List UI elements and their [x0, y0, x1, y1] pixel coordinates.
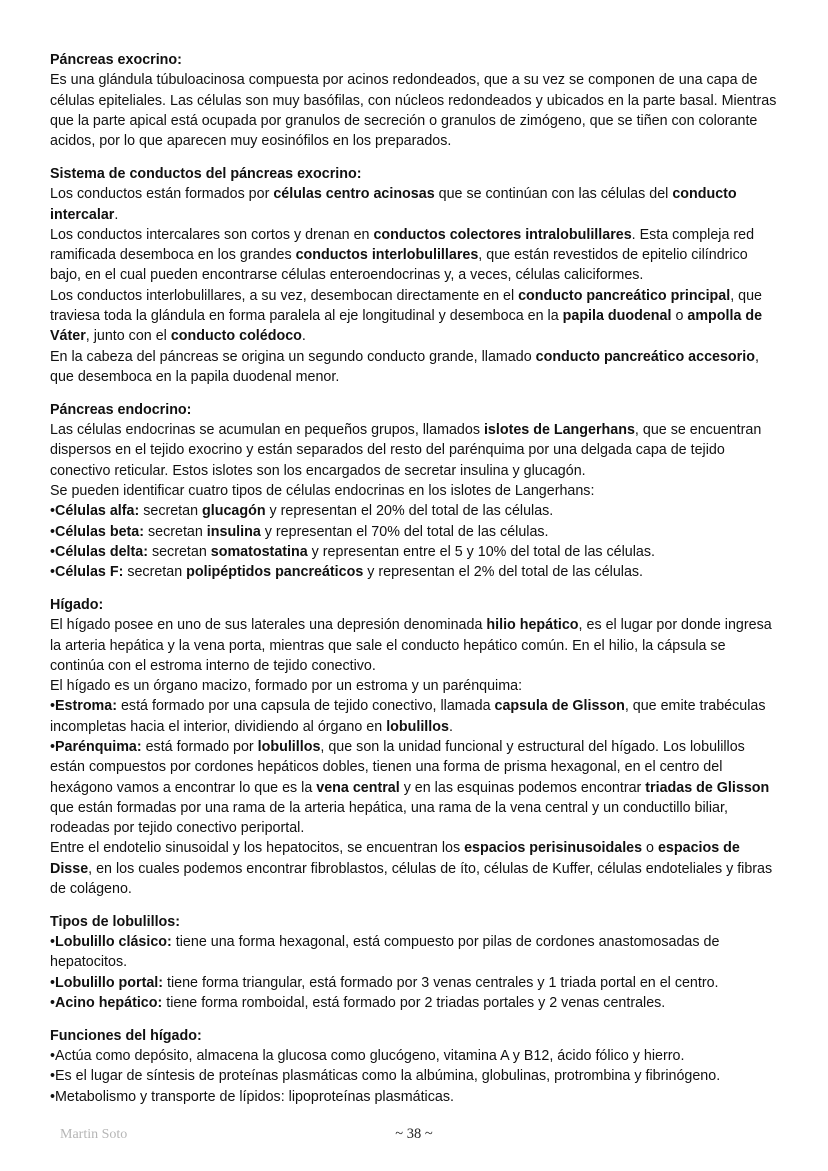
- bold-term: células centro acinosas: [273, 186, 435, 203]
- section: [50, 164, 780, 387]
- bold-term: espacios perisinusoidales: [464, 840, 643, 857]
- bold-term: espacios de Disse: [50, 840, 740, 877]
- section: [50, 912, 780, 1013]
- bold-term: Acino hepático:: [55, 995, 163, 1012]
- text-run: Los conductos intercalares son cortos y drenan en: [50, 226, 374, 243]
- section-heading: Hígado:: [50, 596, 104, 613]
- section-heading: Páncreas endocrino:: [50, 401, 192, 418]
- bold-term: ampolla de Váter: [50, 308, 763, 345]
- text-run: Los conductos están formados por: [50, 186, 274, 203]
- text-run: y representan el 20% del total de las células.: [265, 503, 554, 520]
- text-run: Es una glándula túbuloacinosa compuesta por acinos redondeados, que a su vez se componen de una capa de células epiteliales. Las células son muy basófilas, con núcleos redondeados y ubicados en la parte basal. Mientras que la parte apical está ocupada por granulos de secreción o granulos de zimógeno, que se tiñen con colorante acidos, por lo que aparecen muy eosinófilos en los preparados.: [50, 72, 777, 150]
- bullet-item: [50, 696, 780, 737]
- bold-term: Células F:: [55, 564, 124, 581]
- bullet-item: [50, 993, 780, 1013]
- bold-term: conductos colectores intralobulillares: [373, 226, 632, 243]
- text-run: Es el lugar de síntesis de proteínas plasmáticas como la albúmina, globulinas, protrombina y fibrinógeno.: [55, 1068, 721, 1085]
- bold-term: vena central: [316, 779, 400, 796]
- bold-term: Estroma:: [55, 698, 117, 715]
- bullet-item: [50, 973, 780, 993]
- section: [50, 400, 780, 583]
- paragraph: [50, 481, 780, 501]
- text-run: tiene una forma hexagonal, está compuesto por pilas de cordones anastomosadas de hepatocitos.: [50, 934, 720, 971]
- bold-term: hilio hepático: [486, 617, 579, 634]
- bold-term: papila duodenal: [562, 308, 672, 325]
- bold-term: islotes de Langerhans: [483, 422, 635, 439]
- paragraph: [50, 286, 780, 347]
- section: [50, 1026, 780, 1107]
- text-run: , que traviesa toda la glándula en forma paralela al eje longitudinal y desemboca en la: [50, 287, 763, 325]
- bold-term: glucagón: [202, 503, 266, 520]
- document-body: [50, 50, 780, 1120]
- text-run: Los conductos interlobulillares, a su vez, desembocan directamente en el: [50, 287, 519, 304]
- text-run: , que están revestidos de epitelio cilíndrico bajo, en el cual pueden encontrarse células enteroendocrinas y, a veces, células caliciformes.: [50, 247, 748, 284]
- text-run: o: [642, 840, 658, 857]
- text-run: y en las esquinas podemos encontrar: [399, 779, 646, 796]
- text-run: está formado por: [141, 739, 258, 755]
- bold-term: Parénquima:: [55, 739, 142, 755]
- paragraph: [50, 420, 780, 481]
- bullet-item: [50, 1066, 780, 1086]
- text-run: , que son la unidad funcional y estructural del hígado. Los lobulillos están compuestos por cordones hepáticos dobles, tienen una forma de prisma hexagonal, en el centro del hexágono vamos a encontrar lo que es la: [50, 739, 745, 796]
- text-run: , en los cuales podemos encontrar fibroblastos, células de íto, células de Kuffer, células endoteliales y fibras de colágeno.: [50, 860, 773, 898]
- bullet-item: [50, 932, 780, 973]
- bold-term: conductos interlobulillares: [295, 247, 479, 264]
- bold-term: polipéptidos pancreáticos: [186, 564, 364, 581]
- paragraph: [50, 70, 780, 151]
- text-run: Metabolismo y transporte de lípidos: lipoproteínas plasmáticas.: [55, 1088, 454, 1105]
- bold-term: insulina: [206, 523, 261, 540]
- text-run: , que se encuentran dispersos en el tejido exocrino y están separados del resto del parénquima por una delgada capa de tejido conectivo reticular. Estos islotes son los encargados de secretar insulina y glucagón.: [50, 422, 762, 479]
- text-run: que están formadas por una rama de la arteria hepática, una rama de la vena central y un conductillo biliar, rodeadas por tejido conectivo periportal.: [50, 799, 728, 837]
- text-run: Las células endocrinas se acumulan en pequeños grupos, llamados: [50, 422, 484, 439]
- text-run: secretan: [139, 503, 203, 520]
- section-heading: Sistema de conductos del páncreas exocrino:: [50, 165, 362, 182]
- bold-term: Células beta:: [55, 523, 145, 540]
- text-run: , que emite trabéculas incompletas hacia el interior, dividiendo al órgano en: [50, 698, 766, 735]
- bold-term: conducto pancreático principal: [518, 287, 731, 304]
- bold-term: triadas de Glisson: [645, 779, 770, 796]
- section: [50, 50, 780, 151]
- paragraph: [50, 615, 780, 676]
- text-run: secretan: [147, 543, 211, 560]
- bold-term: conducto colédoco: [170, 328, 302, 345]
- bullet-item: [50, 542, 780, 562]
- text-run: que se continúan con las células del: [434, 186, 673, 203]
- bullet-item: [50, 562, 780, 582]
- text-run: .: [301, 328, 306, 345]
- bullet-item: [50, 1087, 780, 1107]
- bold-term: Células delta:: [55, 543, 148, 560]
- bold-term: conducto pancreático accesorio: [535, 348, 755, 365]
- text-run: , que desemboca en la papila duodenal menor.: [50, 348, 759, 385]
- paragraph: [50, 184, 780, 225]
- text-run: Actúa como depósito, almacena la glucosa como glucógeno, vitamina A y B12, ácido fólico y hierro.: [55, 1048, 685, 1065]
- text-run: .: [448, 718, 453, 735]
- section-heading: Páncreas exocrino:: [50, 52, 182, 68]
- text-run: El hígado posee en uno de sus laterales una depresión denominada: [50, 617, 487, 634]
- text-run: El hígado es un órgano macizo, formado por un estroma y un parénquima:: [50, 678, 523, 695]
- text-run: tiene forma romboidal, está formado por 2 triadas portales y 2 venas centrales.: [162, 995, 666, 1012]
- page-number: ~ 38 ~: [395, 1126, 433, 1142]
- bold-term: Lobulillo portal:: [55, 974, 164, 991]
- text-run: o: [671, 308, 688, 325]
- bullet-item: [50, 522, 780, 542]
- text-run: , es el lugar por donde ingresa la arteria hepática y la vena porta, mientras que sale el conducto hepático común. En el hilio, la cápsula se continúa con el estroma interno de tejido conectivo.: [50, 617, 772, 674]
- bullet-item: [50, 1046, 780, 1066]
- text-run: y representan el 70% del total de las células.: [260, 523, 549, 540]
- bold-term: capsula de Glisson: [494, 698, 625, 715]
- text-run: Se pueden identificar cuatro tipos de células endocrinas en los islotes de Langerhans:: [50, 482, 595, 499]
- section-heading: Funciones del hígado:: [50, 1027, 202, 1044]
- paragraph: [50, 838, 780, 899]
- text-run: .: [114, 206, 119, 223]
- text-run: y representan el 2% del total de las células.: [363, 564, 644, 581]
- bold-term: Células alfa:: [55, 503, 140, 520]
- paragraph: [50, 347, 780, 388]
- bullet-item: [50, 737, 780, 838]
- bold-term: somatostatina: [210, 543, 308, 560]
- text-run: . Esta compleja red ramificada desemboca en los grandes: [50, 226, 755, 264]
- text-run: secretan: [123, 564, 187, 581]
- section: [50, 595, 780, 899]
- text-run: Entre el endotelio sinusoidal y los hepatocitos, se encuentran los: [50, 840, 465, 857]
- bold-term: lobulillos: [386, 718, 449, 735]
- paragraph: [50, 676, 780, 696]
- bold-term: conducto intercalar: [50, 186, 737, 223]
- bold-term: lobulillos: [257, 739, 321, 755]
- text-run: tiene forma triangular, está formado por 3 venas centrales y 1 triada portal en el centro.: [163, 974, 719, 991]
- bullet-item: [50, 501, 780, 521]
- text-run: está formado por una capsula de tejido conectivo, llamada: [117, 698, 495, 715]
- text-run: y representan entre el 5 y 10% del total de las células.: [307, 543, 656, 560]
- section-heading: Tipos de lobulillos:: [50, 913, 180, 930]
- text-run: En la cabeza del páncreas se origina un segundo conducto grande, llamado: [50, 348, 536, 365]
- text-run: secretan: [144, 523, 207, 540]
- paragraph: [50, 225, 780, 286]
- bold-term: Lobulillo clásico:: [55, 934, 172, 951]
- text-run: , junto con el: [85, 328, 171, 345]
- footer-author: Martin Soto: [60, 1127, 128, 1142]
